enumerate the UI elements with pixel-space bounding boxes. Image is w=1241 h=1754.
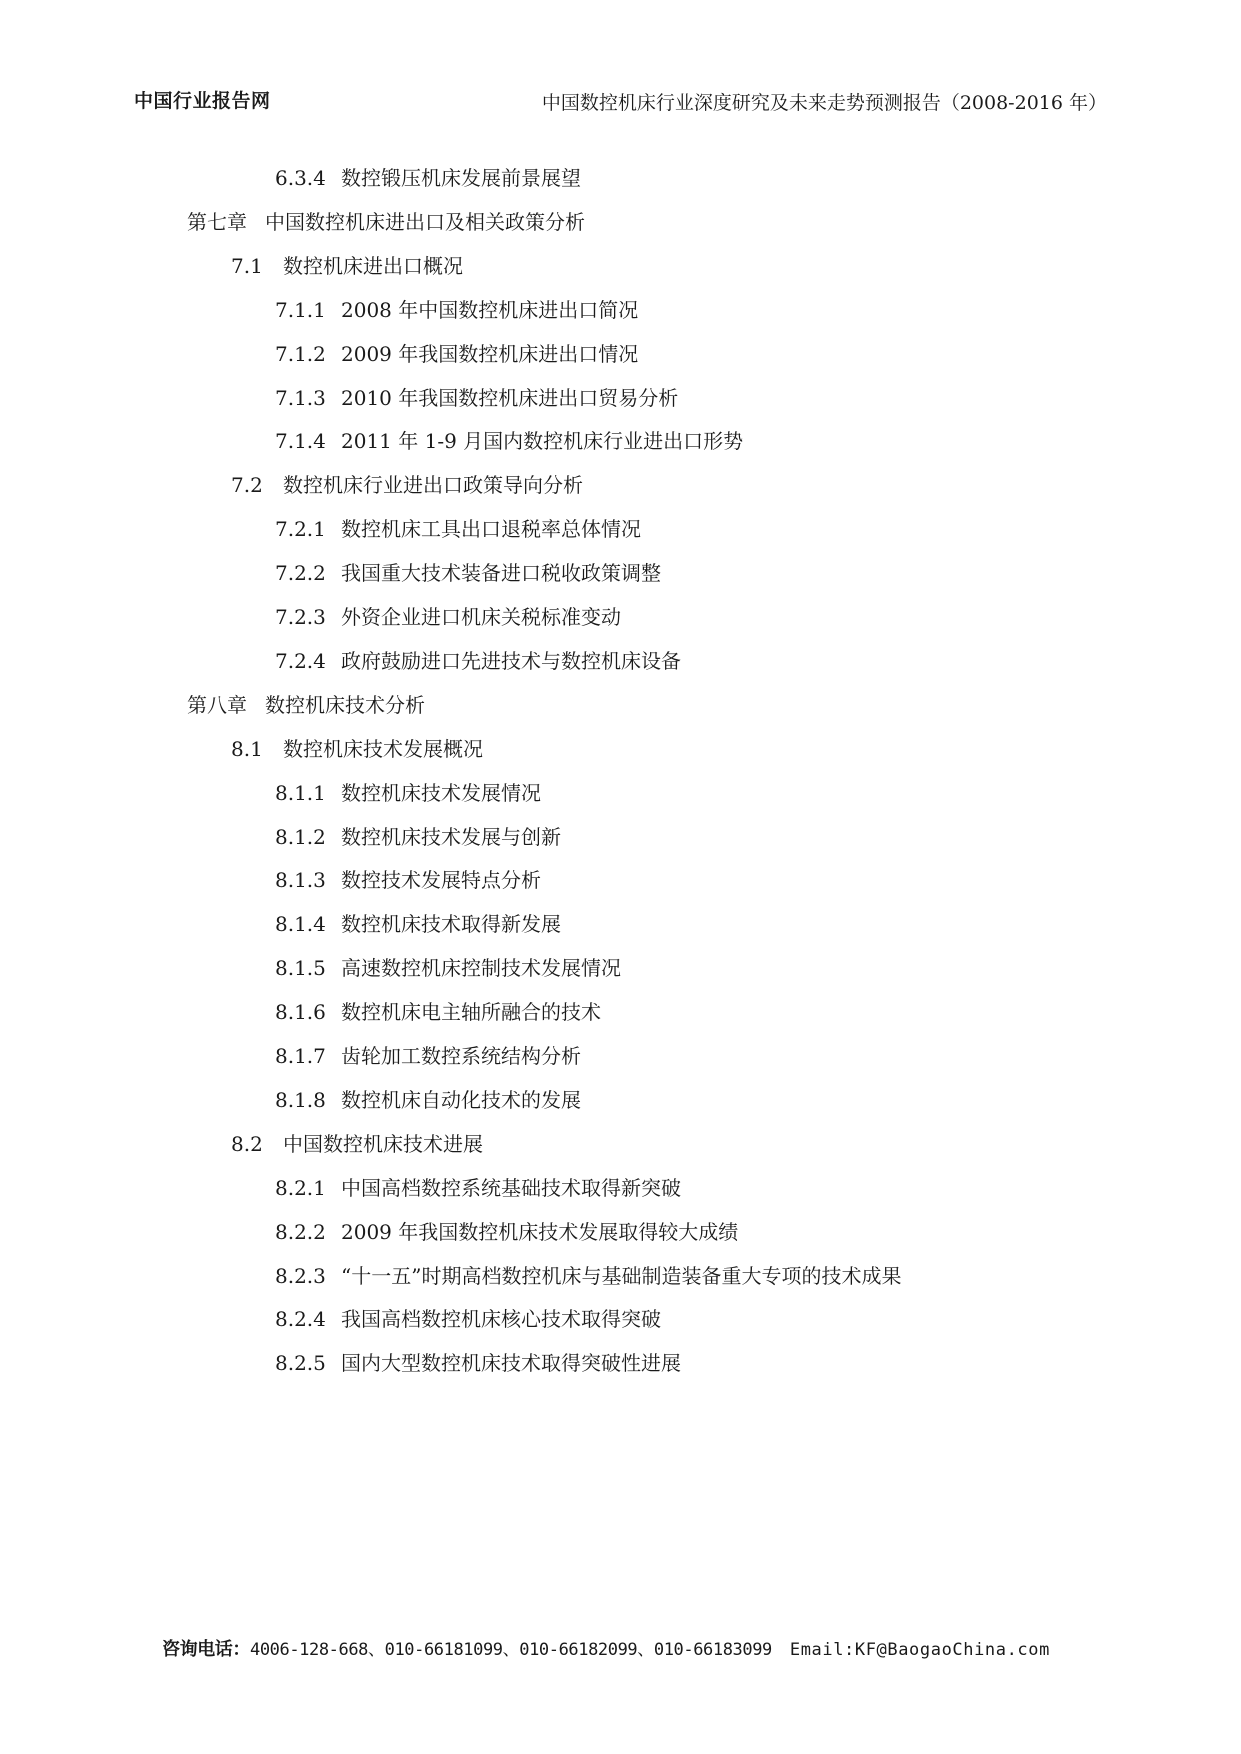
toc-entry-number: 7.1.1 [275, 298, 326, 322]
toc-entry [275, 339, 638, 369]
toc-entry-number: 8.1.1 [275, 781, 326, 805]
toc-entry-number: 第八章 [187, 693, 247, 717]
toc-entry-number: 8.2.1 [275, 1176, 326, 1200]
toc-entry [275, 1217, 738, 1247]
toc-entry-number: 8.1.5 [275, 956, 326, 980]
report-title: 中国数控机床行业深度研究及未来走势预测报告（2008-2016 年） [541, 92, 1107, 114]
toc-entry [275, 1261, 901, 1291]
toc-entry-title: 数控机床技术发展情况 [341, 781, 541, 805]
toc-entry [187, 207, 585, 237]
toc-entry-title: 中国数控机床进出口及相关政策分析 [265, 210, 585, 234]
toc-entry-number: 8.2.2 [275, 1220, 326, 1244]
toc-entry-title: 国内大型数控机床技术取得突破性进展 [341, 1351, 681, 1375]
toc-entry [275, 865, 541, 895]
toc-entry [275, 514, 641, 544]
toc-entry-title: 2009 年我国数控机床技术发展取得较大成绩 [341, 1220, 739, 1244]
toc-entry-title: 数控机床技术分析 [265, 693, 425, 717]
toc-entry [275, 1041, 581, 1071]
toc-entry-number: 7.1.3 [275, 386, 326, 410]
toc-entry [275, 822, 561, 852]
toc-entry [275, 602, 621, 632]
toc-entry-number: 7.1 [231, 254, 263, 278]
toc-entry [275, 997, 601, 1027]
toc-entry-title: 中国高档数控系统基础技术取得新突破 [341, 1176, 681, 1200]
toc-entry-title: 2011 年 1-9 月国内数控机床行业进出口形势 [341, 429, 744, 453]
toc-entry [275, 778, 541, 808]
toc-entry-number: 8.1.4 [275, 912, 326, 936]
toc-entry-number: 6.3.4 [275, 166, 326, 190]
toc-entry-title: 数控机床自动化技术的发展 [341, 1088, 581, 1112]
toc-entry-number: 7.2.3 [275, 605, 326, 629]
toc-entry-title: 外资企业进口机床关税标准变动 [341, 605, 621, 629]
toc-entry [275, 163, 581, 193]
toc-entry [275, 1173, 681, 1203]
toc-entry-title: 数控机床行业进出口政策导向分析 [283, 473, 583, 497]
toc-entry-number: 7.2.1 [275, 517, 326, 541]
toc-entry-number: 8.1.2 [275, 825, 326, 849]
page-footer [162, 1636, 1050, 1664]
toc-entry-title: 我国高档数控机床核心技术取得突破 [341, 1307, 661, 1331]
toc-entry [275, 1348, 681, 1378]
toc-entry-number: 7.2.2 [275, 561, 326, 585]
toc-entry-title: 高速数控机床控制技术发展情况 [341, 956, 621, 980]
toc-entry-title: 数控机床技术取得新发展 [341, 912, 561, 936]
toc-entry-title: 数控机床技术发展概况 [283, 737, 483, 761]
toc-entry-title: 政府鼓励进口先进技术与数控机床设备 [341, 649, 681, 673]
contact-label: 咨询电话： [162, 1639, 250, 1660]
toc-entry-number: 8.2 [231, 1132, 263, 1156]
toc-entry-title: 数控机床进出口概况 [283, 254, 463, 278]
toc-entry-title: 我国重大技术装备进口税收政策调整 [341, 561, 661, 585]
toc-entry-title: 数控机床电主轴所融合的技术 [341, 1000, 601, 1024]
toc-entry [275, 558, 661, 588]
toc-entry [231, 1129, 483, 1159]
toc-entry-title: 数控锻压机床发展前景展望 [341, 166, 581, 190]
toc-entry-number: 8.2.4 [275, 1307, 326, 1331]
toc-entry-number: 8.1 [231, 737, 263, 761]
toc-entry-title: 齿轮加工数控系统结构分析 [341, 1044, 581, 1068]
toc-entry-number: 8.2.5 [275, 1351, 326, 1375]
page-header [134, 86, 1107, 116]
toc-entry [187, 690, 425, 720]
toc-entry-title: 数控技术发展特点分析 [341, 868, 541, 892]
toc-entry [231, 470, 583, 500]
toc-entry [275, 426, 743, 456]
toc-entry-title: 2010 年我国数控机床进出口贸易分析 [341, 386, 679, 410]
toc-entry [275, 909, 561, 939]
toc-entry-title: 2008 年中国数控机床进出口简况 [341, 298, 639, 322]
toc-entry-number: 7.1.2 [275, 342, 326, 366]
toc-entry [275, 1304, 661, 1334]
toc-entry [275, 383, 678, 413]
toc-entry-title: 数控机床工具出口退税率总体情况 [341, 517, 641, 541]
brand-name: 中国行业报告网 [134, 90, 271, 112]
toc-entry [275, 953, 621, 983]
toc-entry-number: 8.1.3 [275, 868, 326, 892]
toc-entry-number: 8.2.3 [275, 1264, 326, 1288]
contact-phones: 4006-128-668、010-66181099、010-66182099、010-66183099 [250, 1640, 772, 1660]
toc-entry-title: 2009 年我国数控机床进出口情况 [341, 342, 639, 366]
toc-entry-number: 第七章 [187, 210, 247, 234]
toc-entry-number: 7.1.4 [275, 429, 326, 453]
toc-entry [275, 646, 681, 676]
toc-entry-number: 7.2.4 [275, 649, 326, 673]
toc-entry-title: 数控机床技术发展与创新 [341, 825, 561, 849]
toc-entry-number: 7.2 [231, 473, 263, 497]
toc-entry [231, 734, 483, 764]
contact-email: Email:KF@BaogaoChina.com [789, 1640, 1050, 1660]
toc-entry-number: 8.1.8 [275, 1088, 326, 1112]
toc-entry-title: “十一五”时期高档数控机床与基础制造装备重大专项的技术成果 [341, 1264, 902, 1288]
toc-entry [231, 251, 463, 281]
toc-entry-number: 8.1.6 [275, 1000, 326, 1024]
toc-entry-number: 8.1.7 [275, 1044, 326, 1068]
toc-entry [275, 295, 638, 325]
toc-entry-title: 中国数控机床技术进展 [283, 1132, 483, 1156]
toc-entry [275, 1085, 581, 1115]
